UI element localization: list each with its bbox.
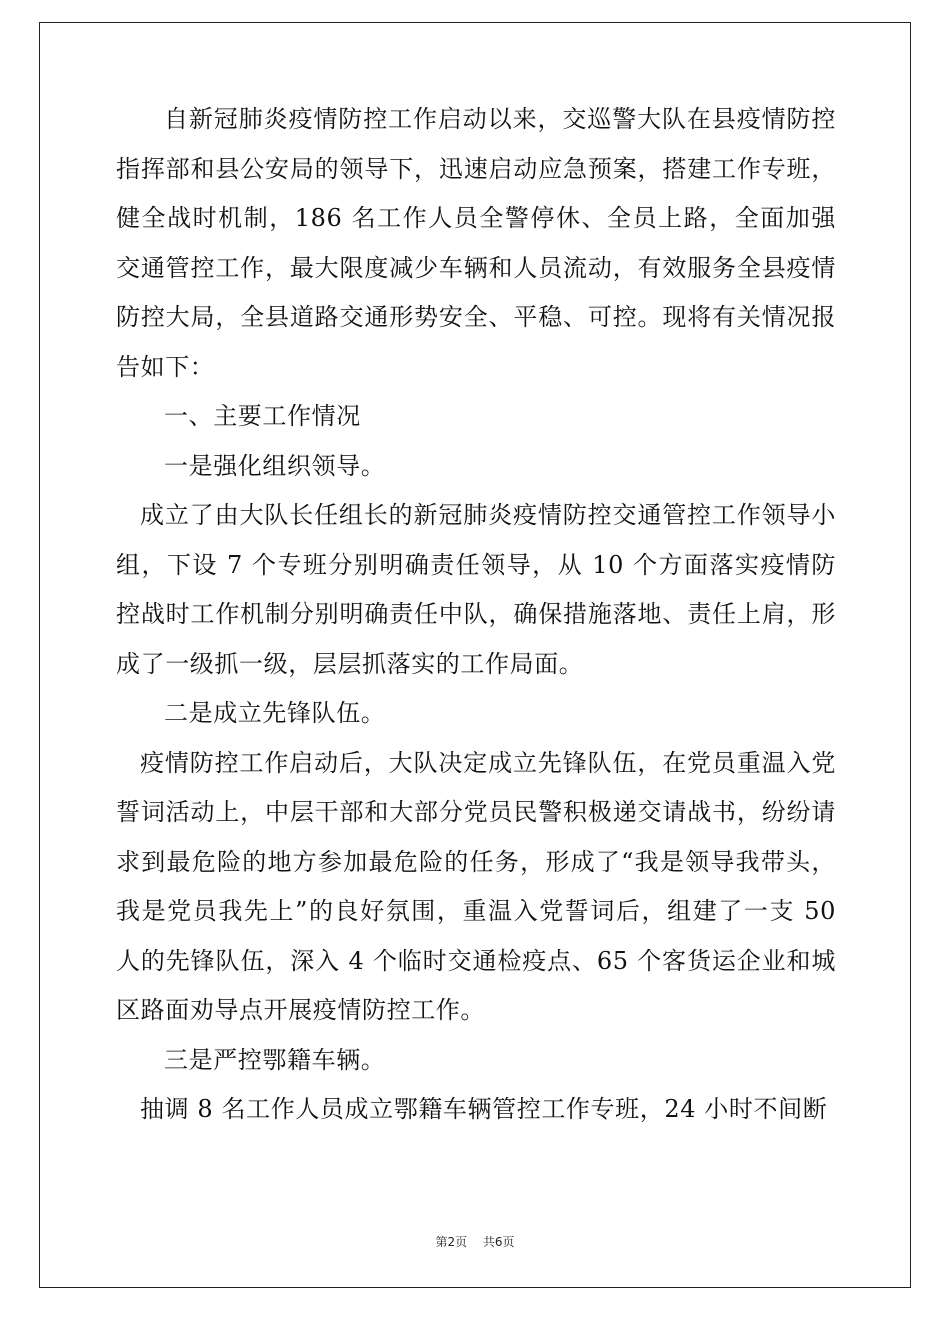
section-heading: 一、主要工作情况 [164, 402, 361, 430]
paragraph-3: 抽调 8 名工作人员成立鄂籍车辆管控工作专班，24 小时不间断 [140, 1095, 828, 1123]
paragraph-2: 疫情防控工作启动后，大队决定成立先锋队伍，在党员重温入党誓词活动上，中层干部和大部分党员民警积极递交请战书，纷纷请求到最危险的地方参加最危险的任务，形成了“我是领导我带头，我是党员我先上”的良好氛围，重温入党誓词后，组建了一支 50 人的先锋队伍，深入 4 个临时交通检疫点、65 个客货运企业和城区路面劝导点开展疫情防控工作。 [116, 748, 836, 1024]
subheading-3: 三是严控鄂籍车辆。 [164, 1045, 386, 1074]
page-total: 共6页 [482, 1235, 515, 1249]
page-footer [0, 1233, 950, 1250]
page-number: 第2页 [435, 1235, 468, 1249]
paragraph-1: 成立了由大队长任组长的新冠肺炎疫情防控交通管控工作领导小组，下设 7 个专班分别明确责任领导，从 10 个方面落实疫情防控战时工作机制分别明确责任中队，确保措施落地、责任上肩，形成了一级抓一级，层层抓落实的工作局面。 [116, 501, 836, 678]
subheading-2: 二是成立先锋队伍。 [164, 699, 386, 727]
subheading-1: 一是强化组织领导。 [164, 451, 386, 480]
document-body [116, 95, 836, 1135]
paragraph-intro: 自新冠肺炎疫情防控工作启动以来，交巡警大队在县疫情防控指挥部和县公安局的领导下，迅速启动应急预案，搭建工作专班，健全战时机制，186 名工作人员全警停休、全员上路，全面加强交通管控工作，最大限度减少车辆和人员流动，有效服务全县疫情防控大局，全县道路交通形势安全、平稳、可控。现将有关情况报告如下： [116, 105, 836, 381]
